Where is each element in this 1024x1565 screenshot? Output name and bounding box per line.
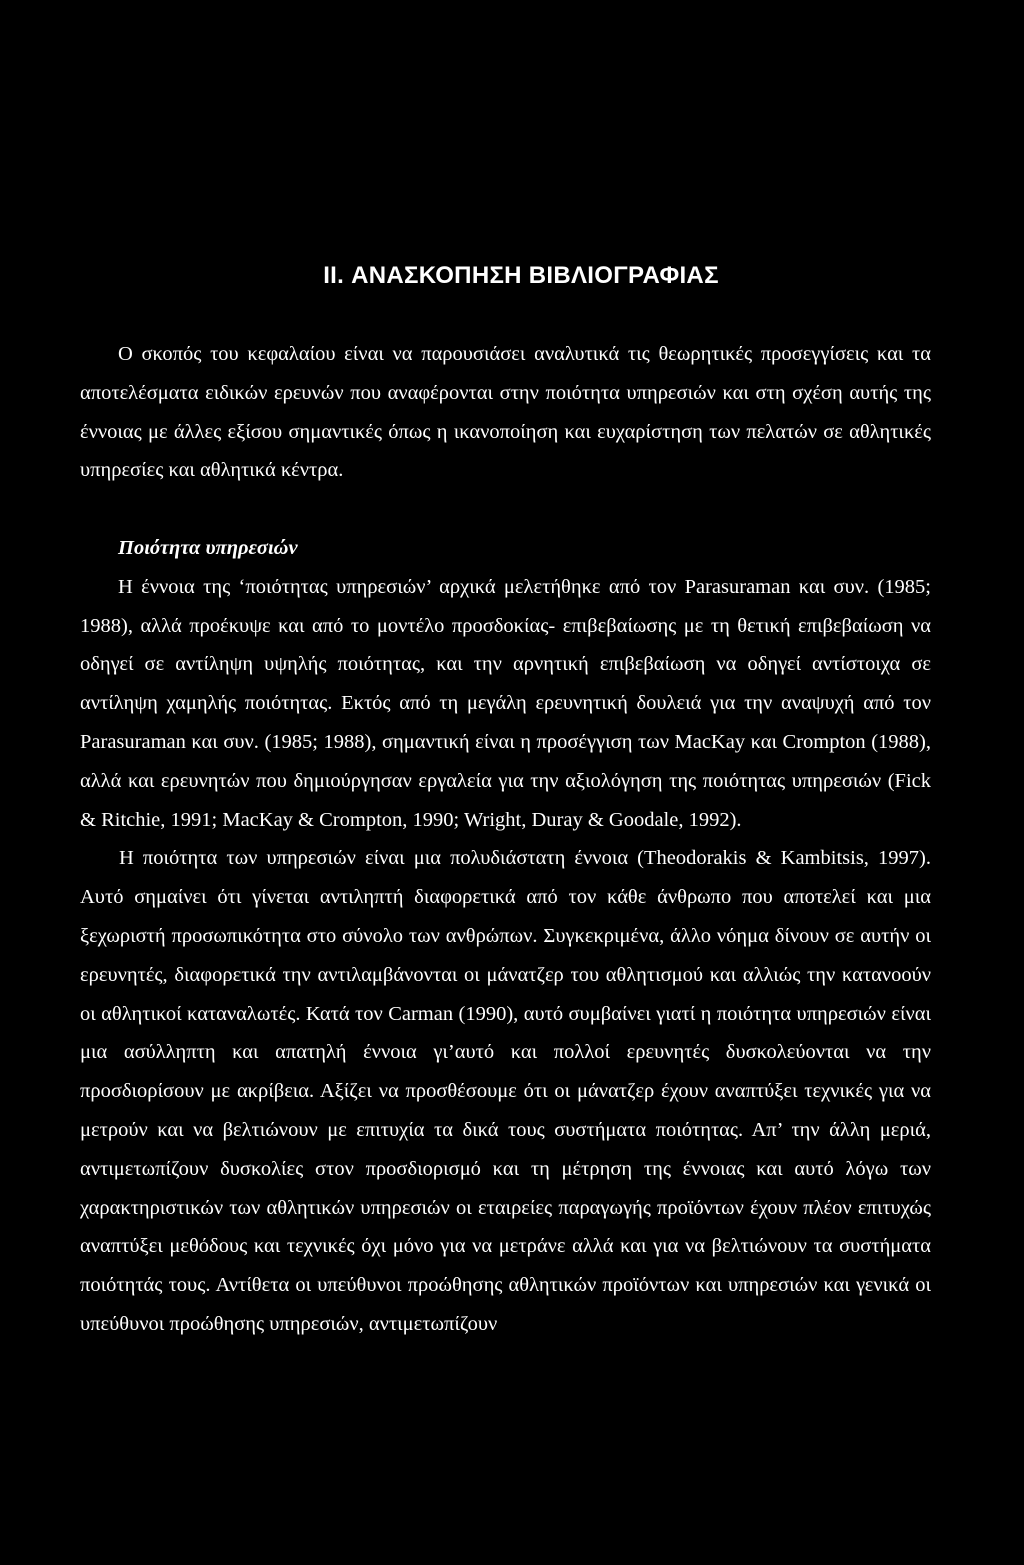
paragraph: Η έννοια της ‘ποιότητας υπηρεσιών’ αρχικά μελετήθηκε από τον Parasuraman και συν. (1985; 1988), αλλά προέκυψε και από το μοντέλο προσδοκίας- επιβεβαίωσης με τη θετική επιβεβαίωση να οδηγεί σε αντίληψη υψηλής ποιότητας, και την αρνητική επιβεβαίωση να οδηγεί αντίστοιχα σε αντίληψη χαμηλής ποιότητας. Εκτός από τη μεγάλη ερευνητική δουλειά για την αναψυχή από τον Parasuraman και συν. (1985; 1988), σημαντική είναι η προσέγγιση των MacKay και Crompton (1988), αλλά και ερευνητών που δημιούργησαν εργαλεία για την αξιολόγηση της ποιότητας υπηρεσιών (Fick & Ritchie, 1991; MacKay & Crompton, 1990; Wright, Duray & Goodale, 1992). xyxy=(80,575,931,831)
paragraph: Η ποιότητα των υπηρεσιών είναι μια πολυδιάστατη έννοια (Theodorakis & Kambitsis, 1997). Αυτό σημαίνει ότι γίνεται αντιληπτή διαφορετικά από τον κάθε άνθρωπο που αποτελεί και μια ξεχωριστή προσωπικότητα στο σύνολο των ανθρώπων. Συγκεκριμένα, άλλο νόημα δίνουν σε αυτήν οι ερευνητές, διαφορετικά την αντιλαμβάνονται οι μάνατζερ του αθλητισμού και αλλιώς την κατανοούν οι αθλητικοί καταναλωτές. Κατά τον Carman (1990), αυτό συμβαίνει γιατί η ποιότητα υπηρεσιών είναι μια ασύλληπτη και απατηλή έννοια γι’αυτό και πολλοί ερευνητές δυσκολεύονται να την προσδιορίσουν με ακρίβεια. Αξίζει να προσθέσουμε ότι οι μάνατζερ έχουν αναπτύξει τεχνικές για να μετρούν και να βελτιώνουν με επιτυχία τα δικά τους συστήματα ποιότητας. Απ’ την άλλη μεριά, αντιμετωπίζουν δυσκολίες στον προσδιορισμό και τη μέτρηση της έννοιας και αυτό λόγω των χαρακτηριστικών των αθλητικών υπηρεσιών οι εταιρείες παραγωγής προϊόντων έχουν πλέον επιτυχώς αναπτύξει μεθόδους και τεχνικές όχι μόνο για να μετράνε αλλά και για να βελτιώνουν τα συστήματα ποιότητάς τους. Αντίθετα οι υπεύθυνοι προώθησης αθλητικών προϊόντων και υπηρεσιών και γενικά οι υπεύθυνοι προώθησης υπηρεσιών, αντιμετωπίζουν xyxy=(80,847,931,1335)
chapter-title: II. ΑΝΑΣΚΟΠΗΣΗ ΒΙΒΛΙΟΓΡΑΦΙΑΣ xyxy=(323,262,719,289)
intro-paragraph: Ο σκοπός του κεφαλαίου είναι να παρουσιάσει αναλυτικά τις θεωρητικές προσεγγίσεις και τα αποτελέσματα ειδικών ερευνών που αναφέρονται στην ποιότητα υπηρεσιών και στη σχέση αυτής της έννοιας με άλλες εξίσου σημαντικές όπως η ικανοποίηση και ευχαρίστηση των πελατών σε αθλητικές υπηρεσίες και αθλητικά κέντρα. xyxy=(80,343,931,482)
section-heading: Ποιότητα υπηρεσιών xyxy=(118,536,298,559)
document-body xyxy=(80,335,931,1344)
